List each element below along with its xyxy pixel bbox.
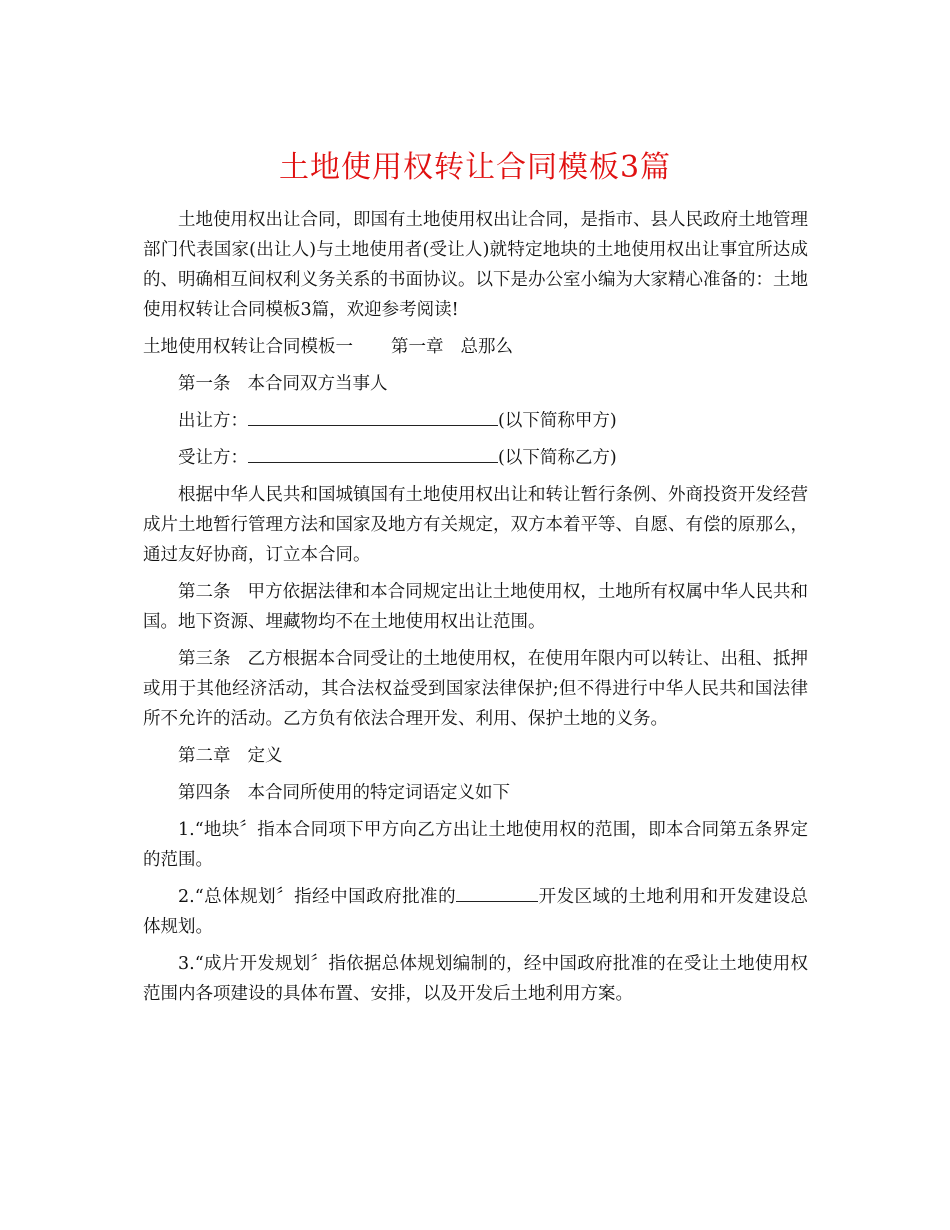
article-1-text: 本合同双方当事人 bbox=[247, 374, 388, 394]
basis-paragraph: 根据中华人民共和国城镇国有土地使用权出让和转让暂行条例、外商投资开发经营成片土地暂行管理方法和国家及地方有关规定，双方本着平等、自愿、有偿的原那么，通过友好协商，订立本合同。 bbox=[143, 485, 808, 565]
transferee-suffix: (以下简称乙方) bbox=[498, 448, 617, 468]
chapter-2-heading bbox=[143, 741, 808, 771]
chapter1-name: 总那么 bbox=[460, 337, 513, 357]
transferor-suffix: (以下简称甲方) bbox=[498, 411, 617, 431]
article-3-label: 第三条 bbox=[178, 649, 231, 669]
intro-paragraph: 土地使用权出让合同，即国有土地使用权出让合同，是指市、县人民政府土地管理部门代表国家(出让人)与土地使用者(受让人)就特定地块的土地使用权出让事宜所达成的、明确相互间权利义务关系的书面协议。以下是办公室小编为大家精心准备的：土地使用权转让合同模板3篇，欢迎参考阅读! bbox=[143, 210, 808, 320]
chapter2-label: 第二章 bbox=[178, 746, 231, 766]
definition-2-start: 2.“总体规划〞指经中国政府批准的 bbox=[178, 887, 457, 907]
article-2 bbox=[143, 577, 808, 637]
chapter1-label: 第一章 bbox=[391, 337, 444, 357]
template-heading: 土地使用权转让合同模板一 bbox=[143, 337, 353, 357]
template-heading-line bbox=[143, 332, 808, 362]
article-4 bbox=[143, 778, 808, 808]
transferor-line bbox=[143, 406, 808, 436]
definition-2-end: 开发区域的土地利用和开发建设总体规划。 bbox=[143, 887, 808, 937]
document-body bbox=[143, 205, 808, 1016]
chapter2-name: 定义 bbox=[247, 746, 283, 766]
transferor-blank bbox=[248, 407, 498, 426]
article-1 bbox=[143, 369, 808, 399]
document-title: 土地使用权转让合同模板3篇 bbox=[278, 150, 672, 186]
article-4-text: 本合同所使用的特定词语定义如下 bbox=[247, 783, 510, 803]
transferor-label: 出让方： bbox=[178, 411, 248, 431]
article-2-text: 甲方依据法律和本合同规定出让土地使用权，土地所有权属中华人民共和国。地下资源、埋藏物均不在土地使用权出让范围。 bbox=[143, 582, 809, 632]
definition-1: 1.“地块〞指本合同项下甲方向乙方出让土地使用权的范围，即本合同第五条界定的范围。 bbox=[143, 820, 808, 870]
definition-2 bbox=[143, 882, 808, 942]
transferee-blank bbox=[248, 444, 498, 463]
article-1-label: 第一条 bbox=[178, 374, 231, 394]
definition-3: 3.“成片开发规划〞指依据总体规划编制的，经中国政府批准的在受让土地使用权范围内各项建设的具体布置、安排，以及开发后土地利用方案。 bbox=[143, 954, 808, 1004]
article-3 bbox=[143, 644, 808, 734]
transferee-label: 受让方： bbox=[178, 448, 248, 468]
article-4-label: 第四条 bbox=[178, 783, 231, 803]
article-3-text: 乙方根据本合同受让的土地使用权，在使用年限内可以转让、出租、抵押或用于其他经济活动，其合法权益受到国家法律保护;但不得进行中华人民共和国法律所不允许的活动。乙方负有依法合理开发、利用、保护土地的义务。 bbox=[143, 649, 809, 729]
transferee-line bbox=[143, 443, 808, 473]
article-2-label: 第二条 bbox=[178, 582, 231, 602]
definition-2-blank bbox=[456, 883, 538, 902]
